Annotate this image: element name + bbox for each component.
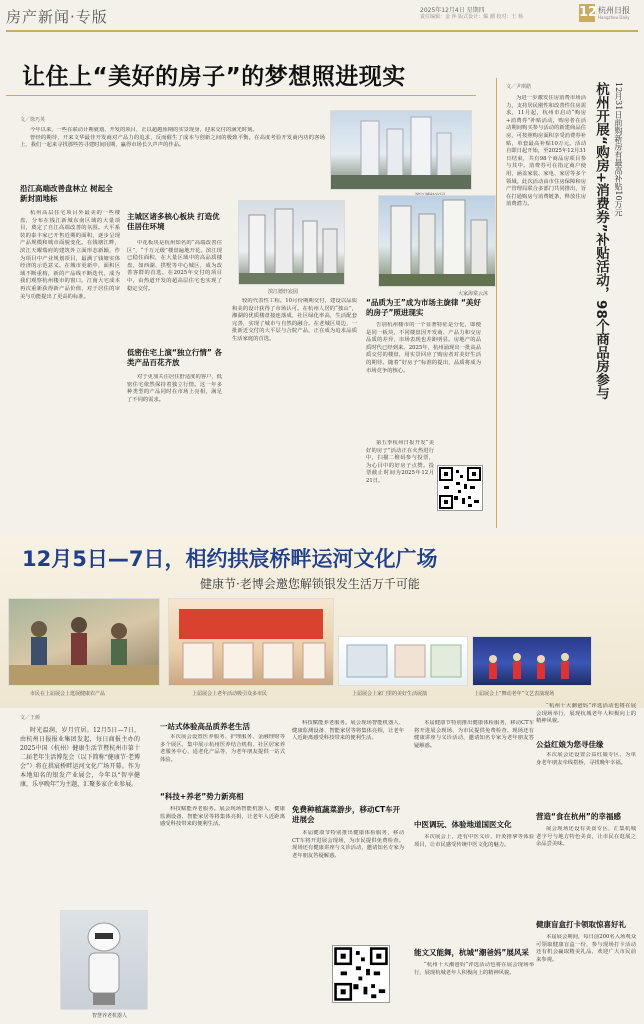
- event-qr-code[interactable]: [332, 945, 390, 1003]
- event-subhead: 健康节·老博会邀您解锁银发生活万千可能: [200, 577, 420, 591]
- robot-caption: 智慧养老机器人: [92, 1013, 128, 1019]
- crowd-illustration: [9, 599, 159, 685]
- column-5: [366, 322, 481, 432]
- lower-subhead-7: 营造“食在杭州”的幸福感: [536, 812, 621, 821]
- lower-text-8: [536, 934, 636, 1019]
- building-illustration: [239, 201, 344, 284]
- subhead-3: 低密住宅上演“独立行情” 各类产品百花齐放: [127, 348, 222, 367]
- event-photo-4: [472, 636, 592, 686]
- lower-subhead-4: 中医调玩、体验地道国医文化: [414, 820, 512, 829]
- lower-text-2b: [292, 720, 404, 800]
- photo-caption-2: 滨江德轩宸园: [268, 289, 299, 295]
- lower-subhead-2: “科技+养老”势力新亮相: [160, 792, 244, 801]
- robot-photo: [60, 910, 148, 1010]
- photo-caption-3: 大家海棠云沐: [458, 291, 489, 297]
- column-4: [232, 298, 357, 522]
- lower-intro: [20, 726, 140, 906]
- event-photo-1: [8, 598, 160, 686]
- section-title: 房产新闻·专版: [6, 8, 108, 26]
- qr-icon: [438, 466, 482, 510]
- robot-illustration: [61, 911, 147, 1009]
- lower-text-3b: [414, 720, 534, 815]
- lower-text-6: [536, 752, 636, 807]
- paper-logo: 杭州日报: [598, 6, 630, 15]
- qr-icon: [333, 946, 389, 1002]
- intro-paragraph-2: 曾经的期待，开来文华最佳开发商对产品力的追求，反而催生了成本与创新之间的极致平衡。在高度考验开发商内功的客场上，我们一起来寻找那些答寻建时间用期，赢得市场长久声声的作品。: [20, 134, 325, 149]
- masthead-rule: [6, 30, 638, 32]
- lower-text-3: [292, 830, 404, 940]
- lower-text-8-p: 本届展会期间，每日前200名入场观众可领取健康盲盒一份，参与现场打卡活动还有机会赢取精美礼品，欢迎广大市民前来参观。: [536, 934, 636, 963]
- subhead-1: 沿江高端改善盘林立 树起全新封面地标: [20, 184, 113, 203]
- right-body-text: 为进一步激发住房消费市场活力，支持居民刚性和改善性住房需求，11月起，杭州市启动“购房+消费券”补贴活动，购房者在活动期间购买参与活动的新建商品住房，可按照购房面积享受消费券补贴，单套最高补贴10万元。活动自即日起开始，至2025年12月31日结束，共有98个商品房项目参与其中。消费券可在指定商户使用，涵盖家装、家电、家居等多个领域。此次活动由市住房保障和房产管理局联合多部门共同推出，旨在打通购房与消费链条，释放住房消费潜力。: [506, 95, 586, 208]
- issue-date: 2025年12月4日 星期四: [420, 7, 485, 14]
- right-vertical-headline: 杭州开展“购房+消费券”补贴活动，98个商品房参与: [593, 82, 609, 400]
- lower-intro-text: 时光温润，岁月宜居。12月5日—7日，由杭州日报报业集团发起，每日商报主办的2025中国（杭州）健康生活节暨杭州市第十二届老年生活博览会（以下简称“健康节·老博会”）将在拱宸桥畔运河文化广场开幕。作为本地知名的银发产业展会，今年以“智享健康，乐享晚年”为主题，汇聚多家企业参展。: [20, 727, 140, 788]
- lower-text-5: [414, 962, 534, 1017]
- lower-text-3-p: 本届健康节特别推出健康体检服务，移动CT车将开进展会现场，为市民提供免费检查。现场还有健康讲座与义诊活动，邀请知名专家为老年朋友答疑解惑。: [292, 830, 404, 859]
- lower-text-3b-p: 本届健康节特别推出健康体检服务，移动CT车将开进展会现场，为市民提供免费检查。现场还有健康讲座与义诊活动，邀请知名专家为老年朋友答疑解惑。: [414, 720, 534, 749]
- column-2: [127, 240, 222, 340]
- event-headline: 12月5日—7日，相约拱宸桥畔运河文化广场: [22, 547, 438, 571]
- lower-text-5b-p: “杭州十大潮爸妈”评选活动也将在展会现场举行，展现杭城老年人积极向上的精神风貌。: [536, 703, 636, 725]
- exhibit-illustration: [339, 637, 467, 685]
- lower-text-4: [414, 834, 534, 944]
- photo-building-1: [330, 110, 472, 190]
- lower-text-1: [160, 734, 285, 784]
- subhead-2: 主城区诸多核心板块 打造优佳居住环境: [127, 212, 220, 231]
- lower-text-2b-p: 科技赋能养老服务。展会现场智能机器人、健康监测设备、智能家居等将集体亮相，让老年人近距离感受科技带来的便利生活。: [292, 720, 404, 742]
- intro-paragraph: 今年以来，一些在联动计期就划、开发的项目，正以超越预期的实景现身，迎来交付的满光时刻。: [30, 127, 258, 133]
- event-caption-4: 上届展会上“舞动老年”文艺表演现场: [474, 691, 555, 697]
- headline-rule: [6, 95, 476, 96]
- right-body: [506, 95, 586, 525]
- lower-text-7: [536, 826, 636, 916]
- column-1: [20, 210, 120, 522]
- event-photo-2: [168, 598, 334, 686]
- vote-qr-code[interactable]: [437, 465, 483, 511]
- editor-credits: 责任编辑：金 萍 版式设计：爆 潮 校对：王 杨: [420, 14, 523, 20]
- lower-subhead-3: 免费种植蔬菜游步，移动CT车开进展会: [292, 805, 401, 824]
- photo-building-3: [378, 195, 496, 287]
- col3-text: 对于更加关注居住舒适度的客户，低密住宅依然保持着独立行情。这一年多种类型的产品同时在市场上亮相，满足了不同的需求。: [127, 374, 222, 403]
- right-byline: 文／尹琪皓: [506, 84, 532, 90]
- column-3: [127, 374, 222, 522]
- col2-text: 中花板块是杭州知名的“高端改善住区”，“千万元级”楼盘遍地开花。滨江现已稳住面积，在大量区域中的高品质楼盘，如西湖、拱墅等中心城区，成为改善客群的首选。在2025年交付的项目中，由热道开发的超高层住宅也实现了稳定交付。: [127, 240, 222, 292]
- lower-text-4-p: 本次展会上，还有中医义诊、针灸推拿等体验项目，让市民感受传统中医文化的魅力。: [414, 834, 534, 848]
- lower-text-2: [160, 806, 285, 1016]
- col6-text: 第五季杭州日报开发“美好的房子”活动正在火热进行中，扫描二维码参与投票，为心目中的好房子点赞。投票截止时间为2025年12月21日。: [366, 440, 434, 484]
- col4-text: 较的代表性工程。10月份期期交付，建设以品质和美的设计获得了市场认可。在杭州人居的“独山”，湘湖的优质楼盘接连落成，社区绿化率高，生活配套完善，实现了城市与自然的融合。在老城区周边，一批新近交付的大平层与合院产品，正在成为追求品质生活家庭的首选。: [232, 298, 357, 342]
- lower-text-5-p: “杭州十大潮爸妈”评选活动也将在展会现场举行，展现杭城老年人积极向上的精神风貌。: [414, 962, 534, 976]
- paper-logo-en: Hangzhou Daily: [598, 15, 630, 20]
- photo-building-2: [238, 200, 345, 285]
- lead-headline: 让住上“美好的房子”的梦想照进现实: [22, 64, 406, 90]
- lower-text-1-p: 本次展会设置医养服务、护理服务、金融理财等多个展区，集中展示杭州医养结合机构、社区居家养老服务中心、适老化产品等，为老年朋友提供一站式体验。: [160, 734, 285, 763]
- event-caption-3: 上届展会上家门里的美好生活展演: [352, 691, 428, 697]
- lower-text-6-p: 本次展会还设置公益红娘专区，为单身老年朋友牵线搭桥，寻找晚年幸福。: [536, 752, 636, 766]
- lower-text-7-p: 展会现场还设有美食专区，汇集杭城老字号与地方特色美食，让市民在逛展之余品尝美味。: [536, 826, 636, 848]
- lower-subhead-8: 健康盲盒打卡领取惊喜好礼: [536, 920, 626, 929]
- right-vertical-subhead: 12月31日前购新房有最高补贴10万元: [614, 82, 623, 217]
- column-6: [366, 440, 434, 520]
- lower-subhead-1: 一站式体验高品质养老生活: [160, 722, 250, 731]
- col5-text: 告别杭州楼市的一个显著特征是分化，即便是同一板块，不同楼盘因开发商、产品力和交房品质的差异，市场表现也差距明显。房地产的品质时代已经到来。2025年，杭州涌现出一批高品质交付的楼盘，用实景回应了购房者对美好生活的期待。随着“好房子”标准的提出，品质将成为市场竞争的核心。: [366, 322, 481, 374]
- event-caption-1: 市民在上届展会上逛展健康农产品: [30, 691, 106, 697]
- page-number: 12: [579, 5, 598, 20]
- event-photo-3: [338, 636, 468, 686]
- lead-byline: 文／徐巧英: [20, 117, 46, 123]
- event-caption-2: 上届展会上老年活动吸引众多市民: [192, 691, 268, 697]
- lower-subhead-5: 能文又能舞，杭城“潮爸妈”展风采: [414, 948, 529, 957]
- col1-text: 杭州高层住宅项目外最美的一些楼盘，分布在钱江新城东南区域的大量项目，奠定了自江高端改善的氛围。大平系装的泰丰家已开售近期的面积，逐步呈现产品规模和城市面貌变化。在钱塘江畔，滨江天曜瑞府的建筑外立面形态新颖，作为项目中产业规划项目，最满了钱塘实体经济的示范意义。在城市更新中，面积区域不断重构，新的产品线不断迭代，成为我们观察杭州楼市的窗口。江南大宅成本再次重新获得新产品价值，对于居住的审美与功能提出了更高的标准。: [20, 210, 120, 300]
- building-illustration: [379, 196, 495, 286]
- lower-text-5b: [536, 703, 636, 733]
- subhead-4: “品质为王”成为市场主旋律 “美好的房子”照进现实: [366, 298, 481, 317]
- column-divider: [496, 78, 497, 528]
- performance-illustration: [473, 637, 591, 685]
- lower-text-2-p: 科技赋能养老服务。展会现场智能机器人、健康监测设备、智能家居等将集体亮相，让老年人近距离感受科技带来的便利生活。: [160, 806, 285, 828]
- lower-byline: 文／王颜: [20, 715, 41, 721]
- stage-illustration: [169, 599, 333, 685]
- lower-subhead-6: 公益红娘为您寻佳缘: [536, 740, 604, 749]
- lead-intro: [20, 127, 325, 169]
- building-illustration: [331, 111, 471, 189]
